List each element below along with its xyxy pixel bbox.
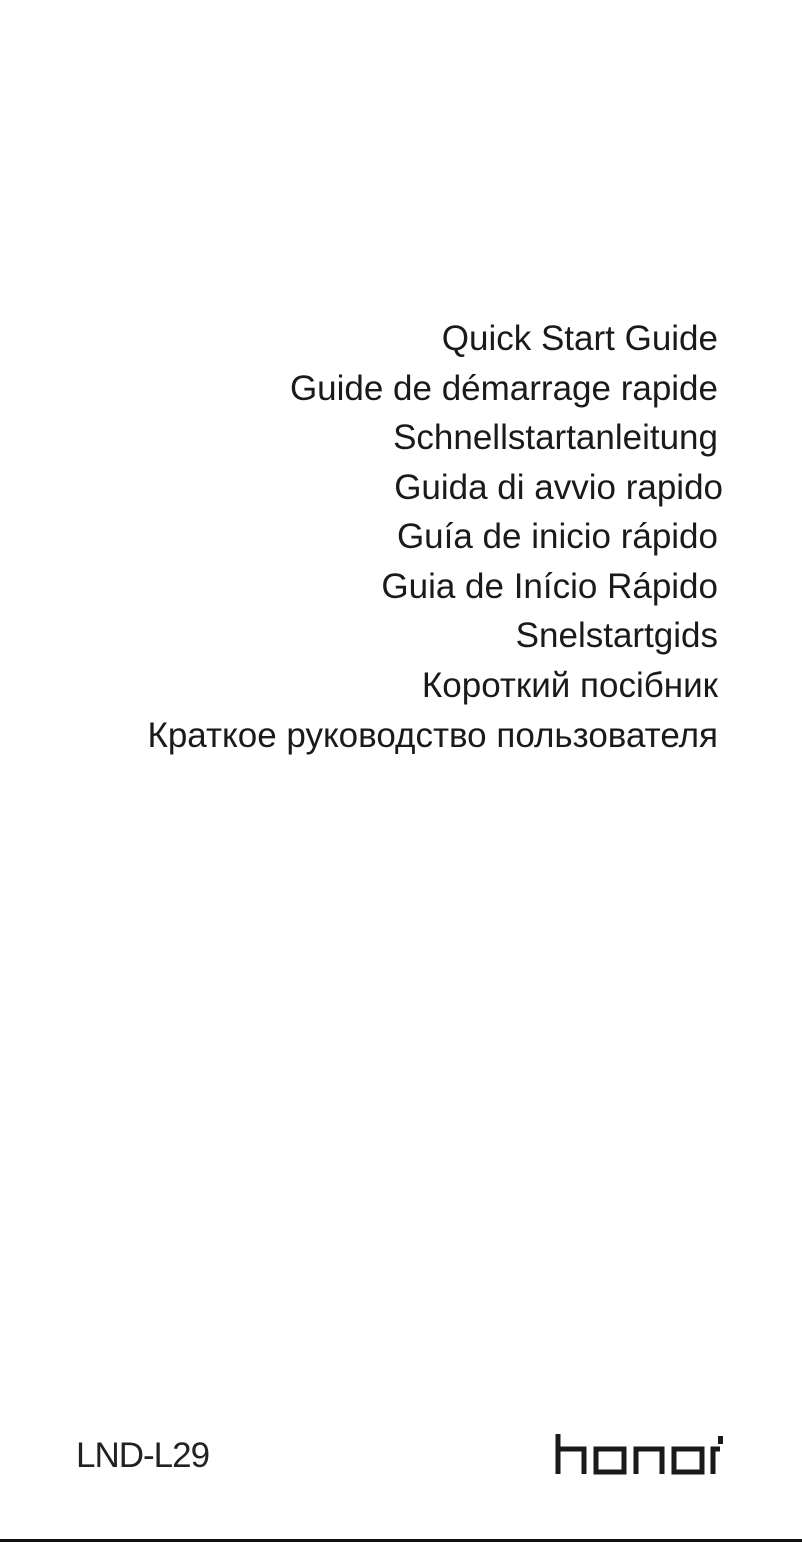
title-spanish: Guía de inicio rápido — [396, 517, 718, 556]
honor-logo-icon — [554, 1432, 724, 1476]
title-russian: Краткое руководство пользователя — [147, 715, 718, 755]
title-portuguese: Guia de Início Rápido — [381, 566, 718, 606]
title-german: Schnellstartanleitung — [393, 418, 718, 457]
guide-titles — [147, 314, 723, 761]
title-english: Quick Start Guide — [441, 319, 718, 358]
title-italian: Guida di avvio rapido — [394, 467, 723, 507]
title-dutch: Snelstartgids — [515, 616, 718, 655]
title-french: Guide de démarrage rapide — [289, 368, 718, 408]
model-number: LND-L29 — [76, 1436, 210, 1475]
title-ukrainian: Короткий посібник — [421, 665, 718, 705]
